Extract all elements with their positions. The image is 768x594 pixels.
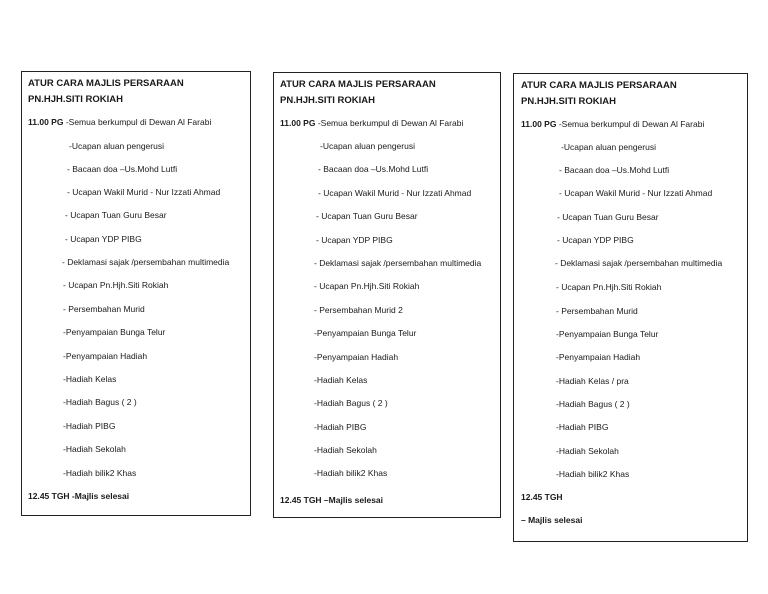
list-item: -Hadiah bilik2 Khas [556,469,630,479]
list-item: - Ucapan Wakil Murid - Nur Izzati Ahmad [318,188,472,198]
list-item: - Ucapan YDP PIBG [557,235,634,245]
schedule-card-1 [21,71,251,516]
list-item: - Ucapan Pn.Hjh.Siti Rokiah [314,281,420,291]
card-subtitle: PN.HJH.SITI ROKIAH [280,95,376,106]
list-item: -Hadiah bilik2 Khas [63,468,137,478]
list-item: - Ucapan Wakil Murid - Nur Izzati Ahmad [559,188,713,198]
list-item: - Ucapan Tuan Guru Besar [316,211,418,221]
opening-line [521,119,704,130]
list-item: - Ucapan Wakil Murid - Nur Izzati Ahmad [67,187,221,197]
list-item: - Ucapan Tuan Guru Besar [557,212,659,222]
list-item: - Bacaan doa –Us.Mohd Lutfi [318,164,429,174]
list-item: - Deklamasi sajak /persembahan multimedia [555,258,723,268]
list-item: - Persembahan Murid [63,304,145,314]
list-item: - Ucapan Pn.Hjh.Siti Rokiah [556,282,662,292]
list-item: - Persembahan Murid [556,306,638,316]
card-title: ATUR CARA MAJLIS PERSARAAN [28,78,184,89]
opening-text: -Semua berkumpul di Dewan Al Farabi [315,118,464,128]
list-item: -Hadiah PIBG [314,422,367,432]
schedule-card-3 [513,73,748,542]
closing-line: – Majlis selesai [521,515,583,525]
schedule-card-2 [273,72,501,518]
list-item: -Hadiah Kelas [63,374,117,384]
opening-time: 11.00 PG [28,117,64,127]
list-item: -Hadiah Sekolah [556,446,619,456]
opening-time: 11.00 PG [521,119,557,129]
list-item: - Ucapan Tuan Guru Besar [65,210,167,220]
list-item: - Ucapan YDP PIBG [65,234,142,244]
list-item: -Hadiah Sekolah [63,444,126,454]
list-item: -Penyampaian Hadiah [556,352,641,362]
closing-line: 12.45 TGH -Majlis selesai [28,491,130,501]
list-item: -Ucapan aluan pengerusi [69,141,164,151]
opening-line [28,117,211,128]
list-item: -Penyampaian Bunga Telur [314,328,417,338]
list-item: - Deklamasi sajak /persembahan multimedia [314,258,482,268]
list-item: -Ucapan aluan pengerusi [561,142,656,152]
list-item: -Hadiah Sekolah [314,445,377,455]
list-item: -Penyampaian Hadiah [314,352,399,362]
list-item: -Ucapan aluan pengerusi [320,141,415,151]
list-item: - Bacaan doa –Us.Mohd Lutfi [67,164,178,174]
list-item: -Hadiah Bagus ( 2 ) [556,399,630,409]
list-item: - Deklamasi sajak /persembahan multimedia [62,257,230,267]
card-subtitle: PN.HJH.SITI ROKIAH [521,96,617,107]
list-item: -Hadiah Bagus ( 2 ) [314,398,388,408]
list-item: - Ucapan YDP PIBG [316,235,393,245]
list-item: -Penyampaian Bunga Telur [63,327,166,337]
opening-line [280,118,463,129]
list-item: -Hadiah Bagus ( 2 ) [63,397,137,407]
opening-time: 11.00 PG [280,118,316,128]
card-title: ATUR CARA MAJLIS PERSARAAN [521,80,677,91]
list-item: -Hadiah Kelas / pra [556,376,629,386]
closing-line: 12.45 TGH –Majlis selesai [280,495,384,505]
list-item: -Hadiah PIBG [556,422,609,432]
closing-time: 12.45 TGH [521,492,563,502]
list-item: -Hadiah PIBG [63,421,116,431]
list-item: - Persembahan Murid 2 [314,305,403,315]
list-item: - Bacaan doa –Us.Mohd Lutfi [559,165,670,175]
card-subtitle: PN.HJH.SITI ROKIAH [28,94,124,105]
list-item: -Hadiah Kelas [314,375,368,385]
list-item: -Penyampaian Hadiah [63,351,148,361]
opening-text: -Semua berkumpul di Dewan Al Farabi [63,117,212,127]
opening-text: -Semua berkumpul di Dewan Al Farabi [556,119,705,129]
list-item: -Hadiah bilik2 Khas [314,468,388,478]
card-title: ATUR CARA MAJLIS PERSARAAN [280,79,436,90]
list-item: - Ucapan Pn.Hjh.Siti Rokiah [63,280,169,290]
list-item: -Penyampaian Bunga Telur [556,329,659,339]
